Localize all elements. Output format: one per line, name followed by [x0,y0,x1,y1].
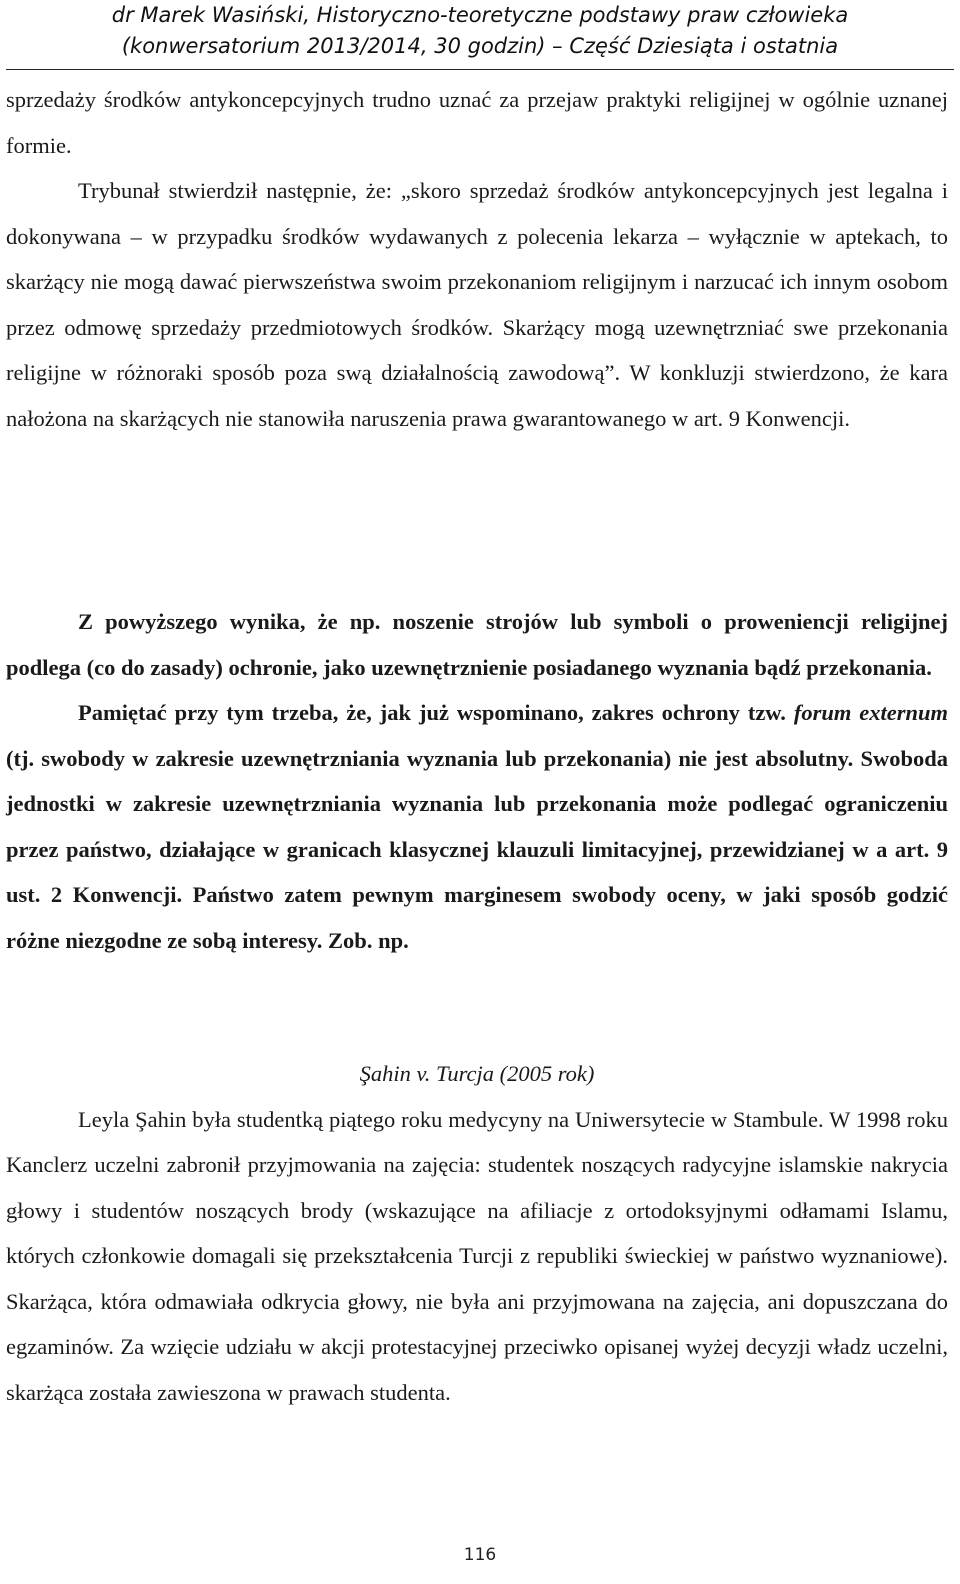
paragraph-4-start: Pamiętać przy tym trzeba, że, jak już wspominano, zakres ochrony tzw. [78,700,794,725]
paragraph-1: sprzedaży środków antykoncepcyjnych trudno uznać za przejaw praktyki religijnej w ogólnie uznanej formie. [6,87,948,158]
paragraph-2: Trybunał stwierdził następnie, że: „skoro sprzedaż środków antykoncepcyjnych jest legalna i dokonywana – w przypadku środków wydawanych z polecenia lekarza – wyłącznie w aptekach, to skarżący nie mogą dawać pierwszeństwa swoim przekonaniom religijnym i narzucać ich innym osobom przez odmowę sprzedaży przedmiotowych środków. Skarżący mogą uzewnętrzniać swe przekonania religijne w różnoraki sposób poza swą działalnością zawodową”. W konkluzji stwierdzono, że kara nałożona na skarżących nie stanowiła naruszenia prawa gwarantowanego w art. 9 Konwencji. [6,178,948,431]
running-header [0,0,960,62]
section-1 [6,77,948,441]
section-2 [6,599,948,963]
paragraph-4-italic: forum externum [793,700,948,725]
paragraph-4 [6,690,948,963]
case-section [6,1051,948,1415]
paragraph-3: Z powyższego wynika, że np. noszenie strojów lub symboli o proweniencji religijnej podlega (co do zasady) ochronie, jako uzewnętrznienie posiadanego wyznania bądź przekonania. [6,609,948,680]
case-body: Leyla Şahin była studentką piątego roku medycyny na Uniwersytecie w Stambule. W 1998 roku Kanclerz uczelni zabronił przyjmowania na zajęcia: studentek noszących radycyjne islamskie nakrycia głowy i studentów noszących brody (wskazujące na afiliacje z ortodoksyjnymi odłamami Islamu, których członkowie domagali się przekształcenia Turcji z republiki świeckiej w państwo wyznaniowe). Skarżąca, która odmawiała odkrycia głowy, nie była ani przyjmowana na zajęcia, ani dopuszczana do egzaminów. Za wzięcie udziału w akcji protestacyjnej przeciwko opisanej wyżej decyzji władz uczelni, skarżąca została zawieszona w prawach studenta. [6,1106,948,1405]
header-line-1: dr Marek Wasiński, Historyczno-teoretyczne podstawy praw człowieka [111,3,849,27]
paragraph-4-end: (tj. swobody w zakresie uzewnętrzniania wyznania lub przekonania) nie jest absolutny. Swoboda jednostki w zakresie uzewnętrzniania wyznania lub przekonania może podlegać ograniczeniu przez państwo, działające w granicach klasycznej klauzuli limitacyjnej, przewidzianej w a art. 9 ust. 2 Konwencji. Państwo zatem pewnym marginesem swobody oceny, w jaki sposób godzić różne niezgodne ze sobą interesy. Zob. np. [6,745,948,953]
page-number: 116 [463,1545,497,1565]
header-line-2: (konwersatorium 2013/2014, 30 godzin) – Część Dziesiąta i ostatnia [121,34,839,58]
case-title: Şahin v. Turcja (2005 rok) [359,1061,595,1086]
header-divider [6,69,954,70]
